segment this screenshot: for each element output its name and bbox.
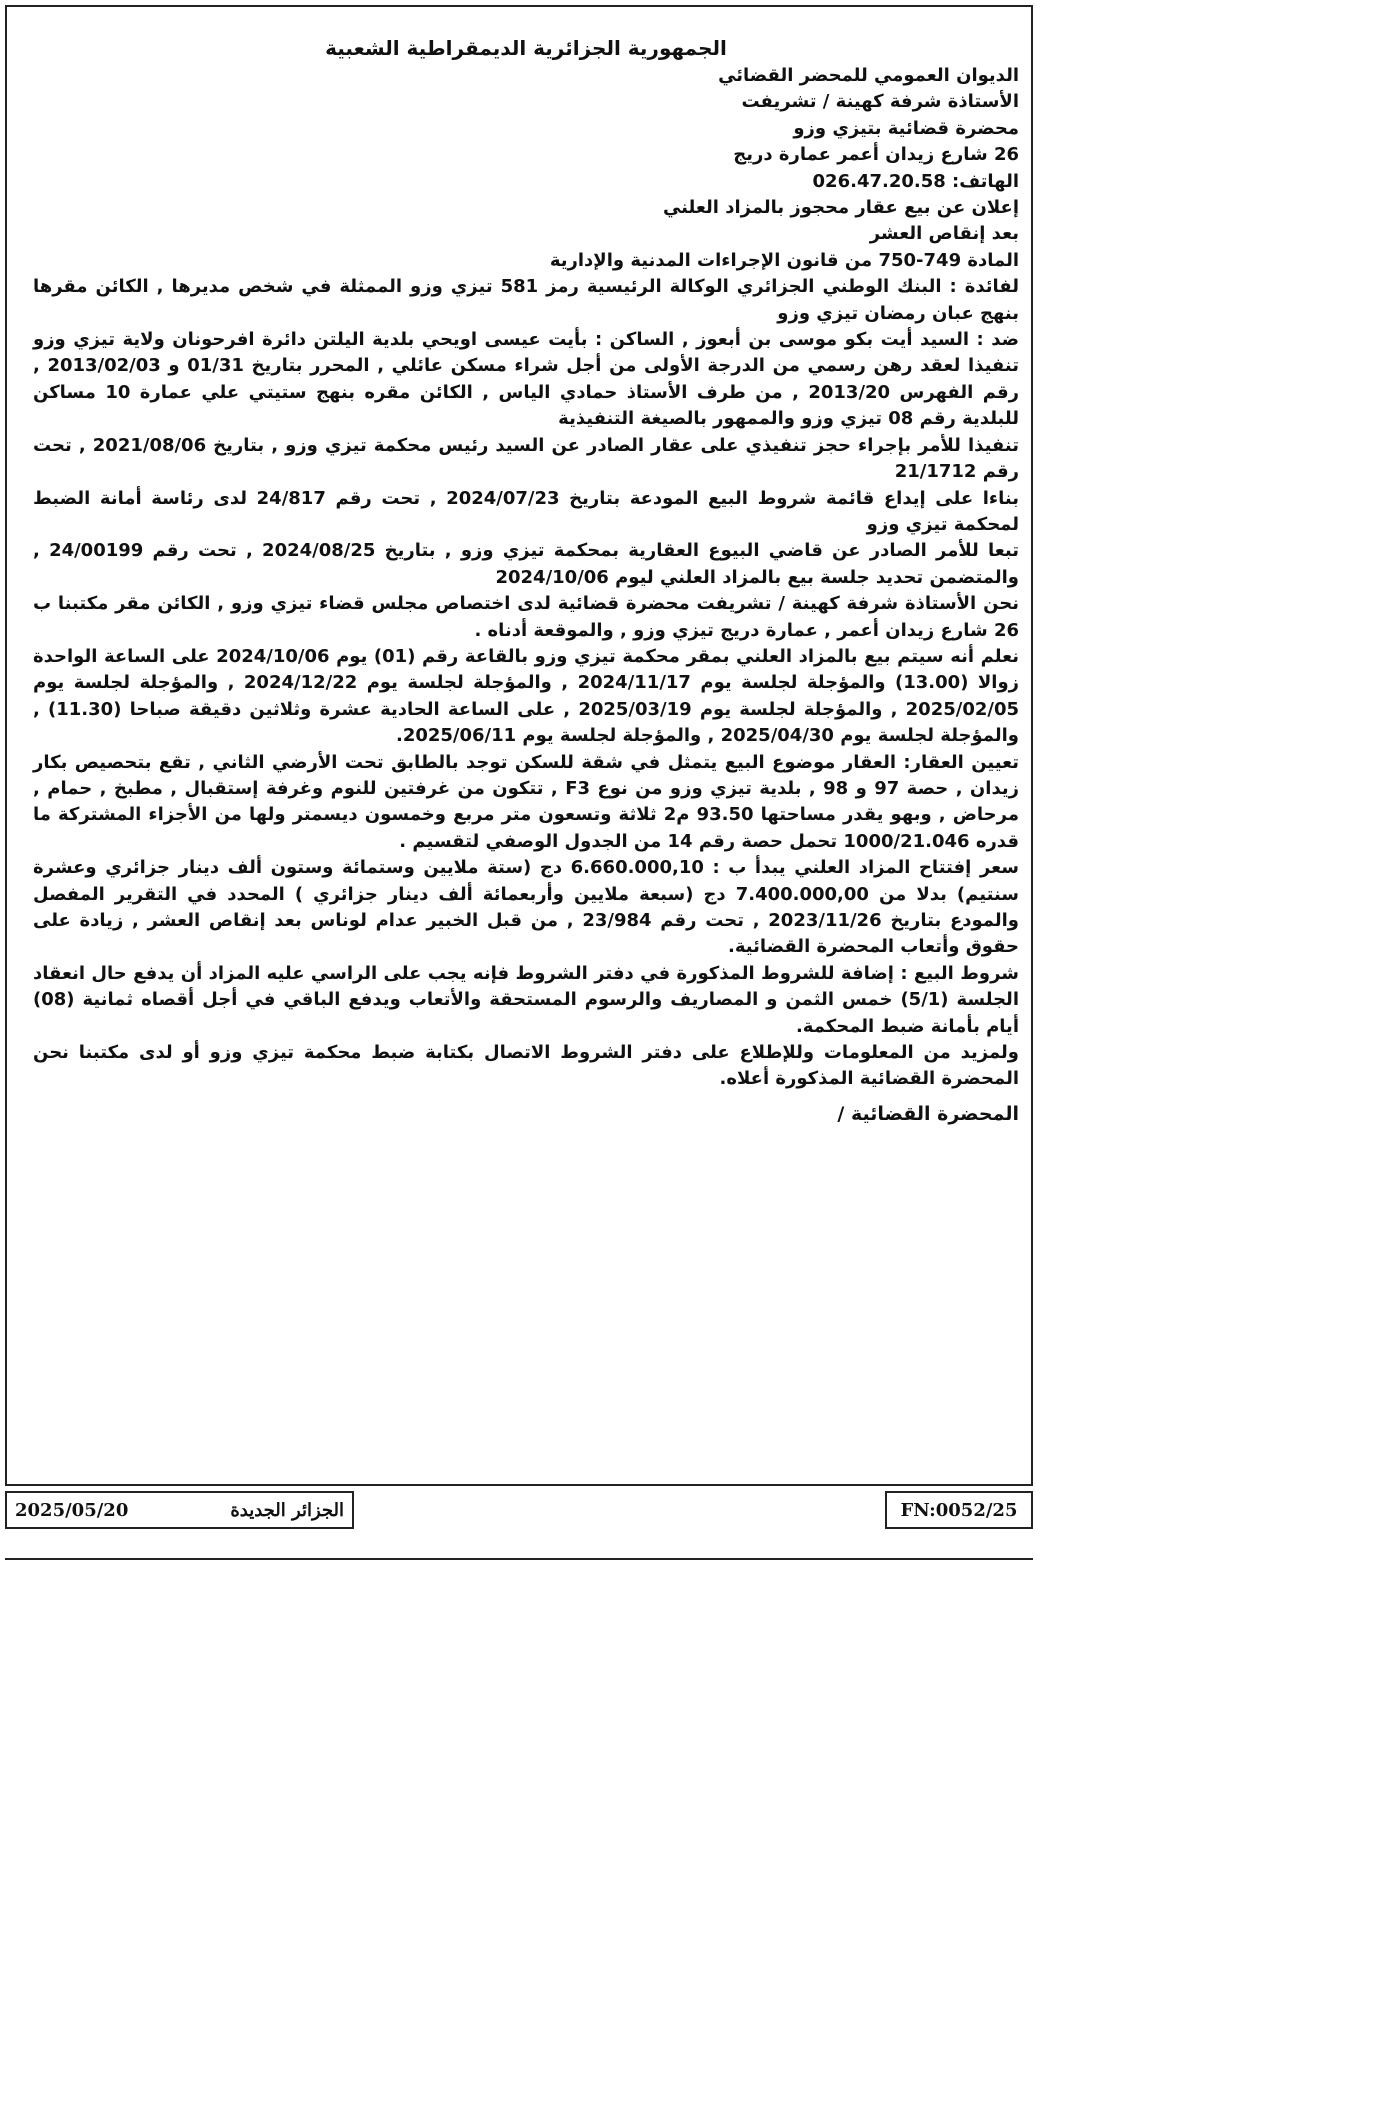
price-paragraph: سعر إفتتاح المزاد العلني يبدأ ب : 6.660.000,10 دج (ستة ملايين وستمائة وستون ألف دينار جزائري وعشرة سنتيم) بدلا من 7.400.000,00 دج (سبعة ملايين وأربعمائة ألف دينار جزائري ) المحدد في التقرير المفصل والمودع بتاريخ 2023/11/26 , تحت رقم 23/984 , من قبل الخبير عدام لوناس بعد إنقاص العشر , زيادة على حقوق وأتعاب المحضرة القضائية.: [33, 857, 1019, 958]
bailiff-name: الأستاذة شرفة كهينة / تشريفت: [741, 91, 1019, 113]
republic-heading: الجمهورية الجزائرية الديمقراطية الشعبية: [325, 36, 727, 60]
notice-frame: [5, 5, 1033, 1486]
reference-box: [885, 1491, 1033, 1529]
legal-article: المادة 749-750 من قانون الإجراءات المدنية والإدارية: [549, 249, 1019, 271]
notice-title: إعلان عن بيع عقار محجوز بالمزاد العلني: [662, 197, 1019, 219]
office-phone: الهاتف: 026.47.20.58: [812, 170, 1019, 192]
reference-number: FN:0052/25: [900, 1499, 1018, 1521]
publication-date: 2025/05/20: [15, 1499, 129, 1521]
deposit-paragraph: بناءا على إيداع قائمة شروط البيع المودعة بتاريخ 2024/07/23 , تحت رقم 24/817 لدى رئاسة أمانة الضبط لمحكمة تيزي وزو: [33, 487, 1019, 535]
office-line: الديوان العمومي للمحضر القضائي: [718, 65, 1019, 86]
conditions-paragraph: شروط البيع : إضافة للشروط المذكورة في دفتر الشروط فإنه يجب على الراسي عليه المزاد أن يدفع حال انعقاد الجلسة (5/1) خمس الثمن و المصاريف والرسوم المستحقة والأتعاب ويدفع الباقي في أجل أقصاه ثمانية (08) أيام بأمانة ضبط المحكمة.: [33, 962, 1019, 1037]
newspaper-name: الجزائر الجديدة: [230, 1499, 344, 1521]
seizure-paragraph: تنفيذا للأمر بإجراء حجز تنفيذي على عقار الصادر عن السيد رئيس محكمة تيزي وزو , بتاريخ 2021/08/06 , تحت رقم 21/1712: [33, 434, 1019, 483]
property-paragraph: تعيين العقار: العقار موضوع البيع يتمثل في شقة للسكن توجد بالطابق تحت الأرضي الثاني , تقع بتحصيص بكار زيدان , حصة 97 و 98 , بلدية تيزي وزو من نوع F3 , تتكون من غرفتين للنوم وغرفة إستقبال , مطبخ , حمام , مرحاض , وبهو يقدر مساحتها 93.50 م2 ثلاثة وتسعون متر مربع وخمسون ديسمتر ولها من الأجزاء المشتركة ما قدره 1000/21.046 تحمل حصة رقم 14 من الجدول الوصفي لتقسيم .: [33, 751, 1019, 852]
newspaper-box: [5, 1491, 354, 1529]
auction-paragraph: نعلم أنه سيتم بيع بالمزاد العلني بمقر محكمة تيزي وزو بالقاعة رقم (01) يوم 2024/10/06 على الساعة الواحدة زوالا (13.00) والمؤجلة لجلسة يوم 2024/11/17 , والمؤجلة لجلسة يوم 2024/12/22 , والمؤجلة لجلسة يوم 2025/02/05 , والمؤجلة لجلسة يوم 2025/03/19 , على الساعة الحادية عشرة وثلاثين دقيقة صباحا (11.30) , والمؤجلة لجلسة يوم 2025/04/30 , والمؤجلة لجلسة يوم 2025/06/11.: [33, 645, 1020, 747]
notice-subtitle: بعد إنقاص العشر: [869, 223, 1019, 245]
signature-line: المحضرة القضائية /: [837, 1102, 1019, 1125]
bailiff-paragraph: نحن الأستاذة شرفة كهينة / تشريفت محضرة قضائية لدى اختصاص مجلس قضاء تيزي وزو , الكائن مقر مكتبنا ب 26 شارع زيدان أعمر , عمارة دريج تيزي وزو , والموقعة أدناه .: [33, 593, 1019, 641]
order-paragraph: تبعا للأمر الصادر عن قاضي البيوع العقارية بمحكمة تيزي وزو , بتاريخ 2024/08/25 , تحت رقم 24/00199 , والمتضمن تحديد جلسة بيع بالمزاد العلني ليوم 2024/10/06: [33, 540, 1019, 588]
bailiff-role: محضرة قضائية بتيزي وزو: [793, 117, 1019, 139]
office-address: 26 شارع زيدان أعمر عمارة دريج: [733, 144, 1019, 166]
notice-body: [33, 33, 1019, 1127]
info-paragraph: ولمزيد من المعلومات وللإطلاع على دفتر الشروط الاتصال بكتابة ضبط محكمة تيزي وزو أو لدى مكتبنا نحن المحضرة القضائية المذكورة أعلاه.: [33, 1042, 1019, 1090]
debtor-paragraph: ضد : السيد أيت بكو موسى بن أبعوز , الساكن : بأيت عيسى اويحي بلدية اليلتن دائرة افرحونان ولاية تيزي وزو تنفيذا لعقد رهن رسمي من الدرجة الأولى من أجل شراء مسكن عائلي , المحرر بتاريخ 01/31 و 2013/02/03 , رقم الفهرس 2013/20 , من طرف الأستاذ حمادي الياس , الكائن مقره بنهج ستيتي علي عمارة 10 مساكن للبلدية رقم 08 تيزي وزو والممهور بالصيغة التنفيذية: [33, 329, 1019, 430]
beneficiary-paragraph: لفائدة : البنك الوطني الجزائري الوكالة الرئيسية رمز 581 تيزي وزو الممثلة في شخص مديرها , الكائن مقرها بنهج عبان رمضان تيزي وزو: [33, 276, 1019, 324]
bottom-divider: [5, 1558, 1033, 1560]
